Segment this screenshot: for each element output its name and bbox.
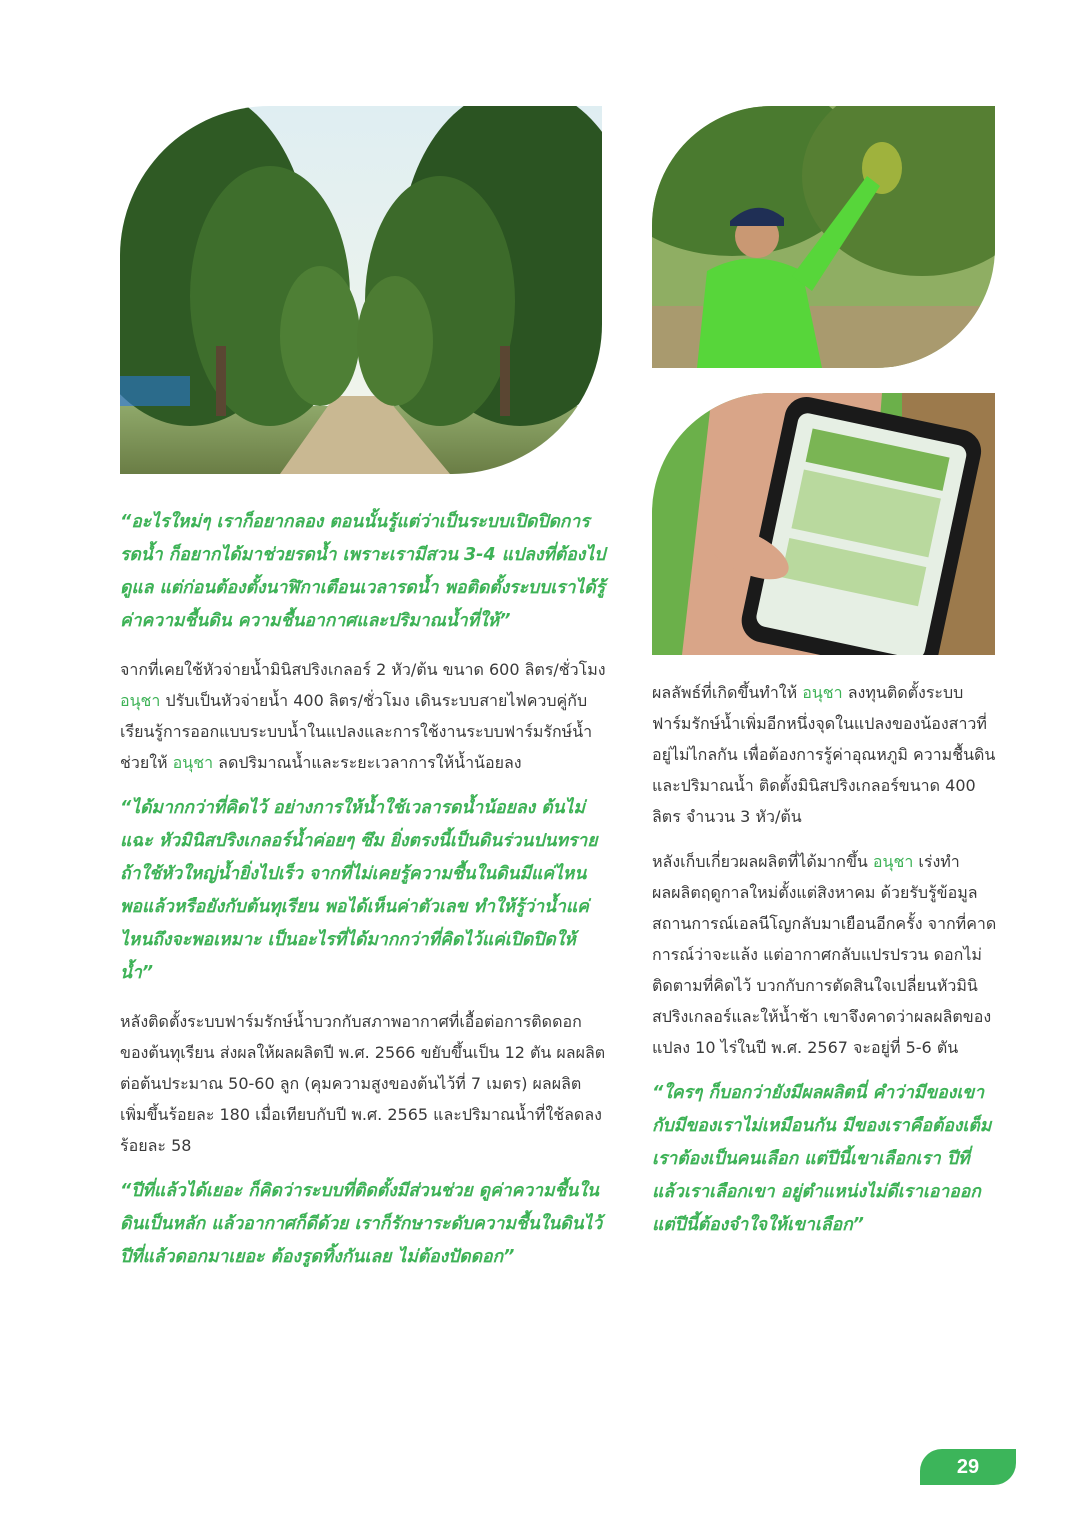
person-name: อนุชา — [802, 683, 843, 702]
page-number: 29 — [920, 1449, 1016, 1485]
farmer-durian-photo — [652, 106, 995, 368]
body-paragraph — [652, 846, 1000, 1063]
right-column — [652, 677, 1000, 1258]
person-name: อนุชา — [872, 852, 914, 871]
phone-image — [652, 393, 995, 655]
person-name: อนุชา — [172, 753, 214, 772]
text-run: ปรับเป็นหัวจ่ายน้ำ 400 ลิตร/ชั่วโมง เดินระบบสายไฟควบคู่กับเรียนรู้การออกแบบระบบน้ำในแปลงและการใช้งานระบบฟาร์มรักษ์น้ำ ช่วยให้ — [120, 691, 593, 772]
orchard-image — [120, 106, 602, 474]
smartphone-app-photo — [652, 393, 995, 655]
pull-quote: “อะไรใหม่ๆ เราก็อยากลอง ตอนนั้นรู้แต่ว่าเป็นระบบเปิดปิดการรดน้ำ ก็อยากได้มาช่วยรดน้ำ เพราะเรามีสวน 3-4 แปลงที่ต้องไปดูแล แต่ก่อนต้องตั้งนาฬิกาเตือนเวลารดน้ำ พอติดตั้งระบบเราได้รู้ค่าความชื้นดิน ความชื้นอากาศและปริมาณน้ำที่ให้” — [120, 512, 606, 631]
text-run: ลงทุนติดตั้งระบบฟาร์มรักษ์น้ำเพิ่มอีกหนึ่งจุดในแปลงของน้องสาวที่อยู่ไม่ไกลกัน เพื่อต้องการรู้ค่าอุณหภูมิ ความชื้นดินและปริมาณน้ำ ติดตั้งมินิสปริงเกลอร์ขนาด 400 ลิตร จำนวน 3 หัว/ต้น — [652, 683, 996, 826]
pull-quote: “ได้มากกว่าที่คิดไว้ อย่างการให้น้ำใช้เวลารดน้ำน้อยลง ต้นไม่แฉะ หัวมินิสปริงเกลอร์น้ำค่อยๆ ซึม ยิ่งตรงนี้เป็นดินร่วนปนทราย ถ้าใช้หัวใหญ่น้ำยิ่งไปเร็ว จากที่ไม่เคยรู้ความชื้นในดินมีแค่ไหน พอแล้วหรือยังกับต้นทุเรียน พอได้เห็นค่าตัวเลข ทำให้รู้ว่าน้ำแค่ไหนถึงจะพอเหมาะ เป็นอะไรที่ได้มากกว่าที่คิดไว้แค่เปิดปิดให้น้ำ” — [120, 798, 598, 983]
person-name: อนุชา — [120, 691, 161, 710]
pull-quote: “ใครๆ ก็บอกว่ายังมีผลผลิตนี่ คำว่ามีของเขากับมีของเราไม่เหมือนกัน มีของเราคือต้องเต็ม เราต้องเป็นคนเลือก แต่ปีนี้เขาเลือกเรา ปีที่แล้วเราเลือกเขา อยู่ตำแหน่งไม่ดีเราเอาออก แต่ปีนี้ต้องจำใจให้เขาเลือก” — [652, 1083, 992, 1235]
text-run: ผลลัพธ์ที่เกิดขึ้นทำให้ — [652, 683, 803, 702]
left-column — [120, 506, 606, 1290]
text-run: จากที่เคยใช้หัวจ่ายน้ำมินิสปริงเกลอร์ 2 หัว/ต้น ขนาด 600 ลิตร/ชั่วโมง — [120, 660, 606, 679]
body-paragraph: หลังติดตั้งระบบฟาร์มรักษ์น้ำบวกกับสภาพอากาศที่เอื้อต่อการติดดอกของต้นทุเรียน ส่งผลให้ผลผลิตปี พ.ศ. 2566 ขยับขึ้นเป็น 12 ตัน ผลผลิตต่อต้นประมาณ 50-60 ลูก (คุมความสูงของต้นไว้ที่ 7 เมตร) ผลผลิตเพิ่มขึ้นร้อยละ 180 เมื่อเทียบกับปี พ.ศ. 2565 และปริมาณน้ำที่ใช้ลดลงร้อยละ 58 — [120, 1012, 606, 1155]
pull-quote: “ปีที่แล้วได้เยอะ ก็คิดว่าระบบที่ติดตั้งมีส่วนช่วย ดูค่าความชื้นในดินเป็นหลัก แล้วอากาศก็ดีด้วย เราก็รักษาระดับความชื้นในดินไว้ ปีที่แล้วดอกมาเยอะ ต้องรูดทิ้งกันเลย ไม่ต้องปัดดอก” — [120, 1181, 603, 1267]
text-run: เร่งทำผลผลิตฤดูกาลใหม่ตั้งแต่สิงหาคม ด้วยรับรู้ข้อมูลสถานการณ์เอลนีโญกลับมาเยือนอีกครั้ง จากที่คาดการณ์ว่าจะแล้ง แต่อากาศกลับแปรปรวน ดอกไม่ติดตามที่คิดไว้ บวกกับการตัดสินใจเปลี่ยนหัวมินิสปริงเกลอร์และให้น้ำช้า เขาจึงคาดว่าผลผลิตของแปลง 10 ไร่ในปี พ.ศ. 2567 จะอยู่ที่ 5-6 ตัน — [652, 852, 997, 1057]
body-paragraph — [120, 654, 606, 778]
text-run: ลดปริมาณน้ำและระยะเวลาการให้น้ำน้อยลง — [213, 753, 522, 772]
text-run: หลังเก็บเกี่ยวผลผลิตที่ได้มากขึ้น — [652, 852, 873, 871]
body-paragraph — [652, 677, 1000, 832]
farmer-image — [652, 106, 995, 368]
durian-orchard-photo — [120, 106, 602, 474]
